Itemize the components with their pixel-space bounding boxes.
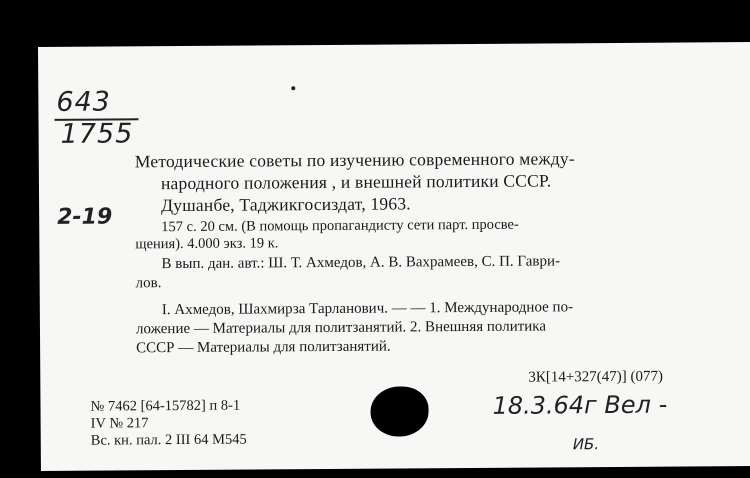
margin-note: 2-19	[57, 204, 113, 230]
title-line-3: Душанбе, Таджикгосиздат, 1963.	[161, 193, 411, 216]
shelfmark-number-top: 643	[56, 86, 112, 118]
physical-line-1: 157 с. 20 см. (В помощь пропагандисту сети парт. просве-	[161, 216, 519, 236]
handwritten-initials: ИБ.	[572, 435, 600, 454]
catalog-card	[38, 42, 750, 471]
subject-line-2: ложение — Материалы для политзанятий. 2. Внешняя политика	[135, 318, 547, 338]
subject-line-1: I. Ахмедов, Шахмирза Тарланович. — — 1. Международное по-	[161, 299, 574, 319]
title-line-2: народного положения , и внешней политики СССР.	[160, 170, 552, 194]
physical-line-2: щения). 4.000 экз. 19 к.	[135, 235, 279, 253]
authors-line-2: лов.	[135, 275, 162, 292]
handwritten-date: 18.3.64г Вел -	[492, 390, 668, 420]
classification-code: 3К[14+327(47)] (077)	[528, 368, 664, 386]
shelfmark-number-bottom: 1755	[60, 118, 134, 150]
record-line-1: № 7462 [64-15782] п 8-1	[90, 397, 241, 415]
ink-dot	[291, 86, 295, 90]
record-line-3: Вс. кн. пал. 2 III 64 М545	[90, 431, 247, 449]
title-line-1: Методические советы по изучению современного между-	[134, 148, 575, 172]
subject-line-3: СССР — Матeриалы для политзанятий.	[136, 338, 391, 357]
record-line-2: IV № 217	[90, 415, 149, 432]
authors-line-1: В вып. дан. авт.: Ш. Т. Ахмедов, А. В. Вахрамеев, С. П. Гаври-	[161, 253, 561, 273]
ink-blot	[370, 386, 428, 436]
